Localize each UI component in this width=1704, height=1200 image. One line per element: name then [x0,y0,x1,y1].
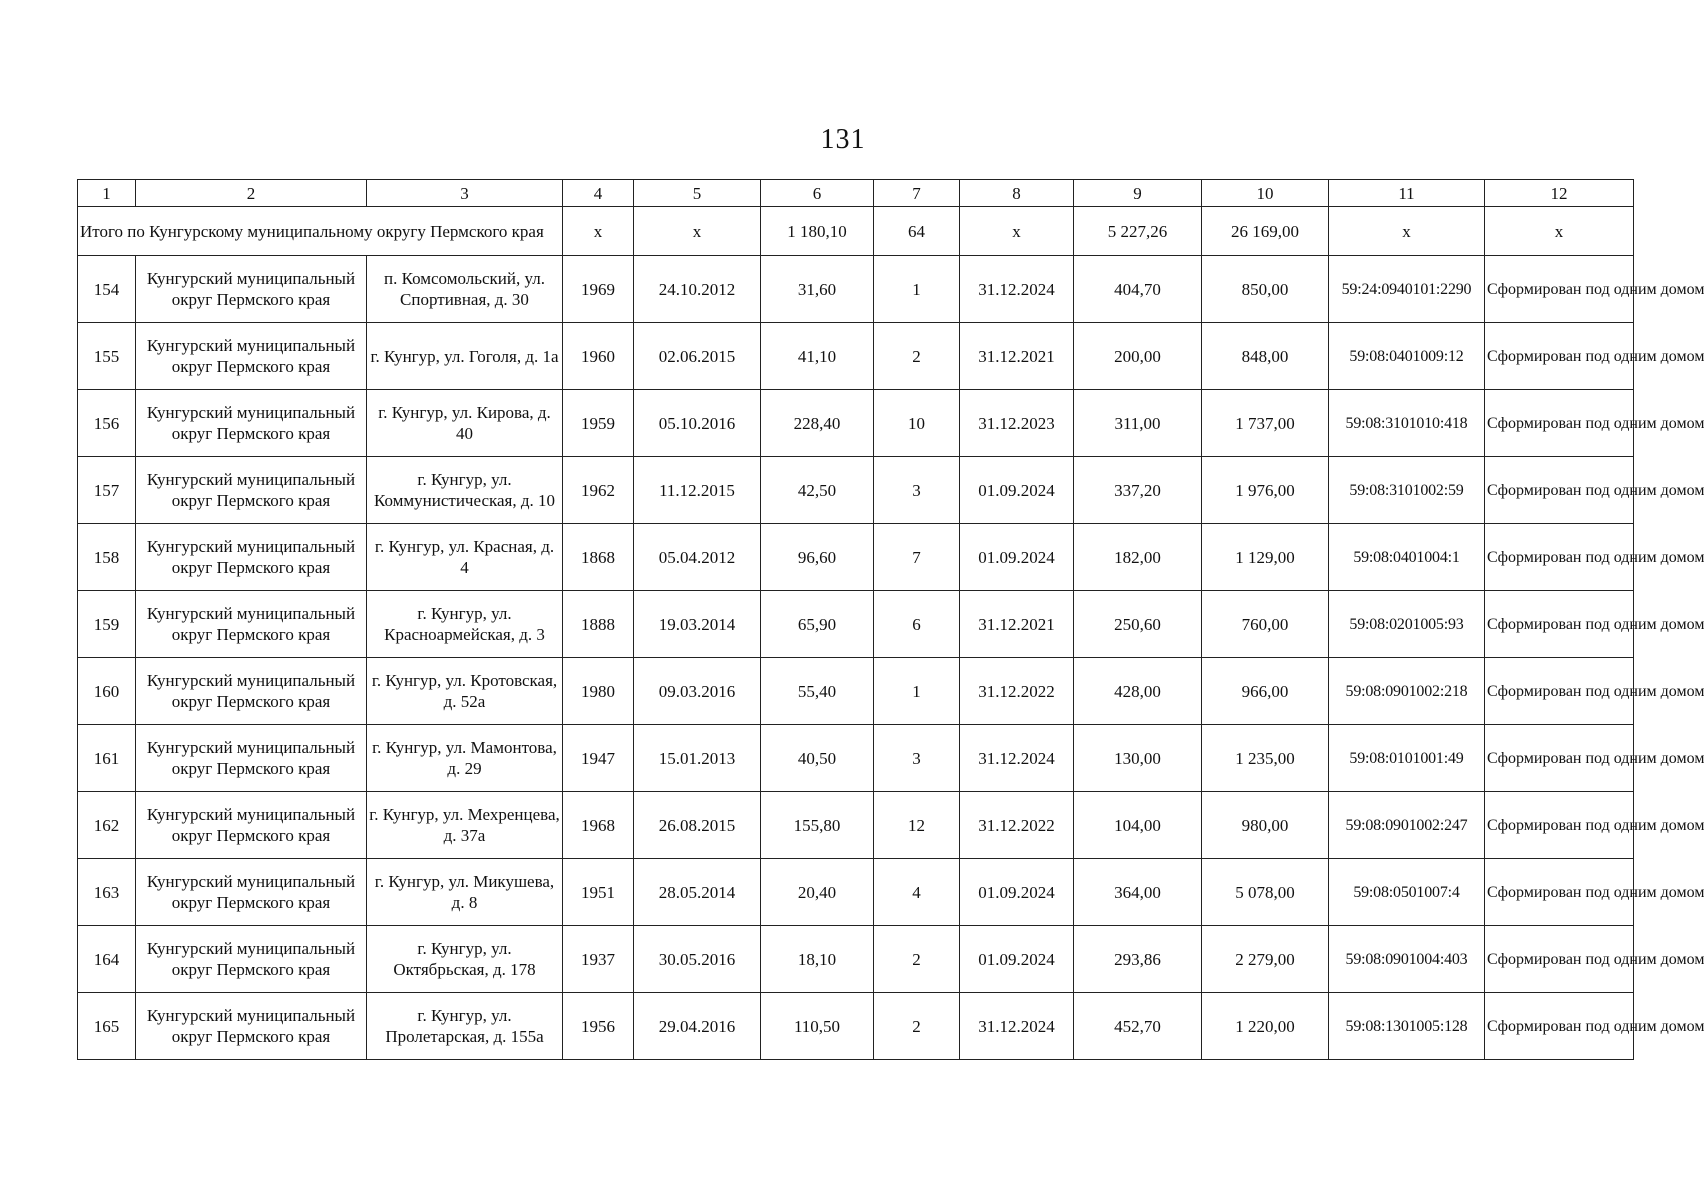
deadline-cell: 31.12.2024 [960,993,1074,1060]
total-cell: х [563,207,634,256]
address-cell: г. Кунгур, ул. Кирова, д. 40 [367,390,563,457]
deadline-cell: 01.09.2024 [960,926,1074,993]
table-row [78,323,1634,390]
year-cell: 1962 [563,457,634,524]
area-cell: 40,50 [761,725,874,792]
area-cell: 155,80 [761,792,874,859]
date-cell: 24.10.2012 [634,256,761,323]
date-cell: 19.03.2014 [634,591,761,658]
status-cell: Сформирован под одним домом [1485,591,1634,658]
status-cell: Сформирован под одним домом [1485,524,1634,591]
cadastral-number-cell: 59:08:0401004:1 [1329,524,1485,591]
year-cell: 1959 [563,390,634,457]
address-cell: п. Комсомольский, ул. Спортивная, д. 30 [367,256,563,323]
table-row [78,926,1634,993]
date-cell: 09.03.2016 [634,658,761,725]
status-cell: Сформирован под одним домом [1485,859,1634,926]
status-cell: Сформирован под одним домом [1485,792,1634,859]
count-cell: 10 [874,390,960,457]
cadastral-number-cell: 59:08:0901004:403 [1329,926,1485,993]
status-cell: Сформирован под одним домом [1485,323,1634,390]
column-9-cell: 404,70 [1074,256,1202,323]
cadastral-number-cell: 59:08:0501007:4 [1329,859,1485,926]
count-cell: 12 [874,792,960,859]
date-cell: 05.04.2012 [634,524,761,591]
area-cell: 20,40 [761,859,874,926]
column-10-cell: 1 976,00 [1202,457,1329,524]
column-number: 2 [136,180,367,207]
table-row [78,457,1634,524]
municipality-cell: Кунгурский муниципальный округ Пермского края [136,725,367,792]
total-row [78,207,1634,256]
row-number-cell: 165 [78,993,136,1060]
count-cell: 6 [874,591,960,658]
date-cell: 11.12.2015 [634,457,761,524]
column-10-cell: 760,00 [1202,591,1329,658]
column-10-cell: 2 279,00 [1202,926,1329,993]
address-cell: г. Кунгур, ул. Октябрьская, д. 178 [367,926,563,993]
count-cell: 3 [874,457,960,524]
column-10-cell: 980,00 [1202,792,1329,859]
total-cell: 1 180,10 [761,207,874,256]
column-10-cell: 1 737,00 [1202,390,1329,457]
row-number-cell: 158 [78,524,136,591]
column-9-cell: 364,00 [1074,859,1202,926]
cadastral-number-cell: 59:08:3101002:59 [1329,457,1485,524]
deadline-cell: 31.12.2024 [960,725,1074,792]
municipality-cell: Кунгурский муниципальный округ Пермского края [136,524,367,591]
cadastral-number-cell: 59:08:0901002:218 [1329,658,1485,725]
column-10-cell: 850,00 [1202,256,1329,323]
count-cell: 1 [874,658,960,725]
municipality-cell: Кунгурский муниципальный округ Пермского края [136,792,367,859]
address-cell: г. Кунгур, ул. Красная, д. 4 [367,524,563,591]
column-number: 3 [367,180,563,207]
table-row [78,859,1634,926]
status-cell: Сформирован под одним домом [1485,457,1634,524]
column-10-cell: 848,00 [1202,323,1329,390]
municipality-cell: Кунгурский муниципальный округ Пермского края [136,926,367,993]
cadastral-number-cell: 59:08:0101001:49 [1329,725,1485,792]
cadastral-number-cell: 59:08:3101010:418 [1329,390,1485,457]
column-number: 8 [960,180,1074,207]
count-cell: 1 [874,256,960,323]
total-cell: 64 [874,207,960,256]
row-number-cell: 156 [78,390,136,457]
column-number: 7 [874,180,960,207]
column-number: 1 [78,180,136,207]
row-number-cell: 164 [78,926,136,993]
cadastral-number-cell: 59:08:0901002:247 [1329,792,1485,859]
municipality-cell: Кунгурский муниципальный округ Пермского края [136,658,367,725]
status-cell: Сформирован под одним домом [1485,256,1634,323]
year-cell: 1868 [563,524,634,591]
column-9-cell: 104,00 [1074,792,1202,859]
column-10-cell: 5 078,00 [1202,859,1329,926]
column-10-cell: 1 129,00 [1202,524,1329,591]
column-9-cell: 200,00 [1074,323,1202,390]
total-cell: х [960,207,1074,256]
year-cell: 1968 [563,792,634,859]
address-cell: г. Кунгур, ул. Пролетарская, д. 155а [367,993,563,1060]
total-cell: 5 227,26 [1074,207,1202,256]
year-cell: 1937 [563,926,634,993]
cadastral-number-cell: 59:24:0940101:2290 [1329,256,1485,323]
housing-registry-table [77,179,1704,1060]
cadastral-number-cell: 59:08:0201005:93 [1329,591,1485,658]
column-number: 5 [634,180,761,207]
date-cell: 05.10.2016 [634,390,761,457]
deadline-cell: 31.12.2023 [960,390,1074,457]
column-number-row [78,180,1634,207]
count-cell: 3 [874,725,960,792]
column-9-cell: 337,20 [1074,457,1202,524]
status-cell: Сформирован под одним домом [1485,926,1634,993]
address-cell: г. Кунгур, ул. Мехренцева, д. 37а [367,792,563,859]
status-cell: Сформирован под одним домом [1485,993,1634,1060]
count-cell: 2 [874,323,960,390]
deadline-cell: 01.09.2024 [960,859,1074,926]
column-10-cell: 1 220,00 [1202,993,1329,1060]
total-label: Итого по Кунгурскому муниципальному округу Пермского края [78,207,563,256]
address-cell: г. Кунгур, ул. Мамонтова, д. 29 [367,725,563,792]
column-9-cell: 250,60 [1074,591,1202,658]
row-number-cell: 157 [78,457,136,524]
row-number-cell: 160 [78,658,136,725]
date-cell: 29.04.2016 [634,993,761,1060]
column-9-cell: 452,70 [1074,993,1202,1060]
column-number: 11 [1329,180,1485,207]
year-cell: 1947 [563,725,634,792]
count-cell: 2 [874,993,960,1060]
area-cell: 18,10 [761,926,874,993]
deadline-cell: 01.09.2024 [960,457,1074,524]
table-row [78,725,1634,792]
total-cell: х [1485,207,1634,256]
address-cell: г. Кунгур, ул. Коммунистическая, д. 10 [367,457,563,524]
row-number-cell: 162 [78,792,136,859]
column-number: 9 [1074,180,1202,207]
cadastral-number-cell: 59:08:0401009:12 [1329,323,1485,390]
area-cell: 41,10 [761,323,874,390]
column-10-cell: 1 235,00 [1202,725,1329,792]
area-cell: 55,40 [761,658,874,725]
address-cell: г. Кунгур, ул. Кротовская, д. 52а [367,658,563,725]
cadastral-number-cell: 59:08:1301005:128 [1329,993,1485,1060]
column-number: 4 [563,180,634,207]
row-number-cell: 154 [78,256,136,323]
total-cell: х [1329,207,1485,256]
date-cell: 02.06.2015 [634,323,761,390]
table-row [78,993,1634,1060]
date-cell: 15.01.2013 [634,725,761,792]
table-row [78,256,1634,323]
status-cell: Сформирован под одним домом [1485,725,1634,792]
column-number: 12 [1485,180,1634,207]
municipality-cell: Кунгурский муниципальный округ Пермского края [136,859,367,926]
deadline-cell: 31.12.2022 [960,658,1074,725]
count-cell: 2 [874,926,960,993]
total-cell: 26 169,00 [1202,207,1329,256]
column-number: 6 [761,180,874,207]
address-cell: г. Кунгур, ул. Гоголя, д. 1а [367,323,563,390]
column-9-cell: 130,00 [1074,725,1202,792]
table-row [78,390,1634,457]
deadline-cell: 31.12.2024 [960,256,1074,323]
deadline-cell: 31.12.2021 [960,323,1074,390]
date-cell: 26.08.2015 [634,792,761,859]
year-cell: 1980 [563,658,634,725]
table-row [78,591,1634,658]
municipality-cell: Кунгурский муниципальный округ Пермского края [136,993,367,1060]
row-number-cell: 155 [78,323,136,390]
column-number: 10 [1202,180,1329,207]
area-cell: 228,40 [761,390,874,457]
count-cell: 7 [874,524,960,591]
total-cell: х [634,207,761,256]
municipality-cell: Кунгурский муниципальный округ Пермского края [136,457,367,524]
municipality-cell: Кунгурский муниципальный округ Пермского края [136,256,367,323]
year-cell: 1888 [563,591,634,658]
row-number-cell: 163 [78,859,136,926]
address-cell: г. Кунгур, ул. Красноармейская, д. 3 [367,591,563,658]
address-cell: г. Кунгур, ул. Микушева, д. 8 [367,859,563,926]
status-cell: Сформирован под одним домом [1485,658,1634,725]
municipality-cell: Кунгурский муниципальный округ Пермского края [136,323,367,390]
year-cell: 1956 [563,993,634,1060]
area-cell: 65,90 [761,591,874,658]
area-cell: 42,50 [761,457,874,524]
year-cell: 1951 [563,859,634,926]
page-number: 131 [820,124,866,155]
table-row [78,524,1634,591]
row-number-cell: 161 [78,725,136,792]
row-number-cell: 159 [78,591,136,658]
area-cell: 96,60 [761,524,874,591]
table-row [78,658,1634,725]
date-cell: 28.05.2014 [634,859,761,926]
status-cell: Сформирован под одним домом [1485,390,1634,457]
municipality-cell: Кунгурский муниципальный округ Пермского края [136,591,367,658]
area-cell: 110,50 [761,993,874,1060]
column-9-cell: 293,86 [1074,926,1202,993]
column-9-cell: 428,00 [1074,658,1202,725]
deadline-cell: 31.12.2022 [960,792,1074,859]
date-cell: 30.05.2016 [634,926,761,993]
table-row [78,792,1634,859]
deadline-cell: 31.12.2021 [960,591,1074,658]
year-cell: 1960 [563,323,634,390]
column-10-cell: 966,00 [1202,658,1329,725]
deadline-cell: 01.09.2024 [960,524,1074,591]
year-cell: 1969 [563,256,634,323]
column-9-cell: 311,00 [1074,390,1202,457]
municipality-cell: Кунгурский муниципальный округ Пермского края [136,390,367,457]
column-9-cell: 182,00 [1074,524,1202,591]
area-cell: 31,60 [761,256,874,323]
count-cell: 4 [874,859,960,926]
